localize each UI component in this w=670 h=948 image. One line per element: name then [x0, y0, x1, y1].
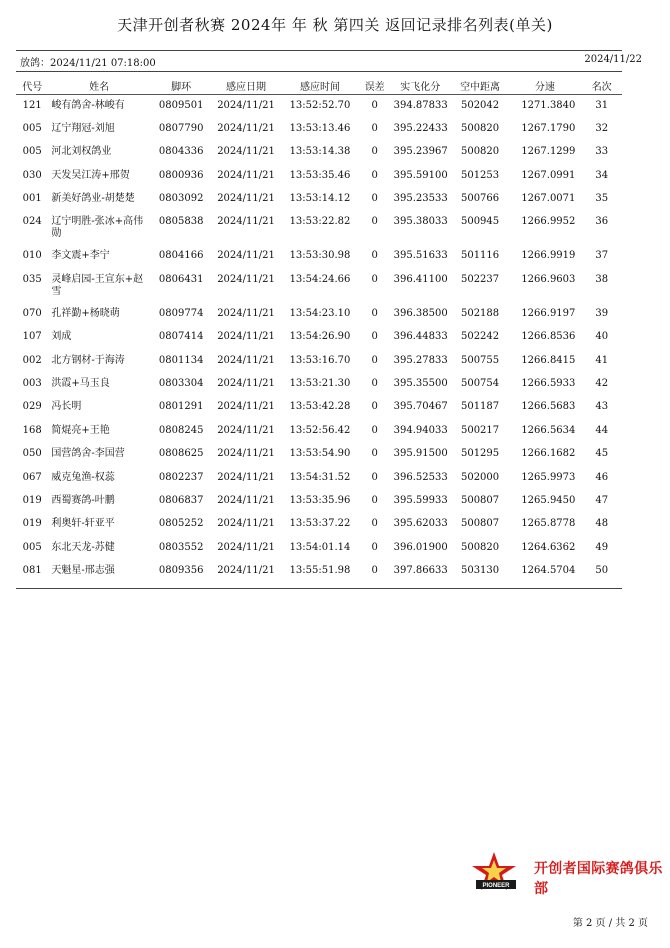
cell-time: 13:55:51.98	[289, 565, 351, 577]
table-row	[16, 537, 622, 560]
cell-dist: 395.35500	[393, 378, 448, 390]
cell-name: 峻有鸽舍-林峻有	[51, 100, 125, 111]
cell-air: 500820	[460, 146, 500, 158]
table-row	[16, 513, 622, 536]
cell-dist: 396.52533	[393, 471, 448, 483]
cell-time: 13:53:13.46	[289, 122, 351, 134]
cell-date: 2024/11/21	[217, 146, 275, 158]
cell-err: 0	[371, 354, 378, 366]
cell-dist: 395.62033	[393, 518, 448, 530]
cell-date: 2024/11/21	[217, 273, 275, 285]
cell-date: 2024/11/21	[217, 331, 275, 343]
cell-date: 2024/11/21	[217, 100, 275, 111]
cell-code: 029	[22, 401, 42, 413]
cell-err: 0	[371, 331, 378, 343]
table-header-row	[16, 76, 622, 95]
cell-ring: 0803092	[158, 193, 204, 205]
cell-code: 035	[22, 273, 42, 285]
table-row	[16, 326, 622, 349]
cell-name: 新美好鸽业-胡楚楚	[51, 193, 135, 205]
cell-date: 2024/11/21	[217, 448, 275, 460]
cell-rank: 35	[595, 193, 609, 205]
cell-err: 0	[371, 273, 378, 285]
cell-name: 刘成	[51, 331, 72, 343]
cell-rank: 45	[595, 448, 609, 460]
logo-badge-text: PIONEER	[482, 883, 510, 889]
cell-air: 500766	[460, 193, 500, 205]
cell-name: 孔祥勤+杨晓萌	[51, 307, 120, 319]
table-row	[16, 350, 622, 373]
cell-dist: 396.41100	[393, 273, 448, 285]
cell-err: 0	[371, 216, 378, 228]
top-rule	[16, 50, 622, 51]
col-date: 感应日期	[213, 76, 280, 95]
cell-time: 13:53:14.38	[289, 146, 351, 158]
cell-dist: 395.51633	[393, 250, 448, 262]
header-rule	[16, 71, 622, 72]
cell-date: 2024/11/21	[217, 193, 275, 205]
cell-rank: 50	[595, 565, 609, 577]
cell-date: 2024/11/21	[217, 471, 275, 483]
cell-ring: 0806837	[158, 494, 204, 506]
cell-name: 河北刘权鸽业	[51, 146, 112, 158]
cell-ring: 0803552	[158, 541, 204, 553]
cell-rank: 40	[595, 331, 609, 343]
cell-speed: 1266.8536	[521, 331, 576, 343]
cell-err: 0	[371, 494, 378, 506]
cell-code: 024	[22, 216, 42, 228]
release-time: 放鸽：2024/11/21 07:18:00	[20, 58, 156, 69]
cell-ring: 0805838	[158, 216, 204, 228]
cell-code: 121	[22, 100, 42, 111]
cell-date: 2024/11/21	[217, 216, 275, 228]
cell-err: 0	[371, 169, 378, 181]
cell-date: 2024/11/21	[217, 122, 275, 134]
cell-rank: 46	[595, 471, 609, 483]
cell-name: 威克兔渔-权蕊	[51, 471, 115, 483]
cell-speed: 1267.1299	[521, 146, 576, 158]
cell-speed: 1265.9973	[521, 471, 576, 483]
cell-ring: 0809356	[158, 565, 204, 577]
cell-date: 2024/11/21	[217, 307, 275, 319]
cell-time: 13:53:14.12	[289, 193, 351, 205]
cell-ring: 0807790	[158, 122, 204, 134]
cell-time: 13:52:56.42	[289, 424, 351, 436]
cell-speed: 1266.8415	[521, 354, 576, 366]
cell-dist: 395.91500	[393, 448, 448, 460]
col-ring: 脚环	[150, 76, 213, 95]
col-air-distance: 空中距离	[452, 76, 509, 95]
cell-dist: 394.87833	[393, 100, 448, 111]
cell-dist: 396.38500	[393, 307, 448, 319]
cell-air: 500807	[460, 494, 500, 506]
cell-name: 天发吴江涛+邢贺	[51, 169, 130, 181]
cell-ring: 0806431	[158, 273, 204, 285]
col-rank: 名次	[581, 76, 622, 95]
cell-air: 501253	[460, 169, 500, 181]
cell-speed: 1267.0991	[521, 169, 576, 181]
col-error: 误差	[361, 76, 389, 95]
cell-err: 0	[371, 424, 378, 436]
cell-air: 500754	[460, 378, 500, 390]
table-row	[16, 165, 622, 188]
cell-name: 利奥轩-轩亚平	[51, 518, 115, 530]
cell-ring: 0808625	[158, 448, 204, 460]
cell-speed: 1267.1790	[521, 122, 576, 134]
col-code: 代号	[16, 76, 48, 95]
cell-name: 洪霞+马玉良	[51, 378, 110, 390]
cell-air: 502242	[460, 331, 500, 343]
cell-code: 019	[22, 494, 42, 506]
cell-air: 502000	[460, 471, 500, 483]
cell-rank: 49	[595, 541, 609, 553]
col-speed: 分速	[508, 76, 581, 95]
table-row	[16, 141, 622, 164]
cell-dist: 395.23967	[393, 146, 448, 158]
cell-name: 辽宁翔冠-刘旭	[51, 122, 115, 134]
cell-ring: 0804336	[158, 146, 204, 158]
cell-err: 0	[371, 378, 378, 390]
cell-time: 13:53:22.82	[289, 216, 351, 228]
cell-name: 简焜亮+王艳	[51, 424, 110, 436]
cell-air: 503130	[460, 565, 500, 577]
table-row	[16, 420, 622, 443]
cell-speed: 1266.9919	[521, 250, 576, 262]
cell-date: 2024/11/21	[217, 565, 275, 577]
cell-time: 13:53:16.70	[289, 354, 351, 366]
table-row	[16, 443, 622, 466]
cell-name: 东北天龙-苏健	[51, 541, 115, 553]
cell-err: 0	[371, 518, 378, 530]
cell-rank: 41	[595, 354, 609, 366]
cell-time: 13:52:52.70	[289, 100, 351, 111]
cell-time: 13:53:35.96	[289, 494, 351, 506]
cell-date: 2024/11/21	[217, 401, 275, 413]
cell-err: 0	[371, 471, 378, 483]
cell-code: 050	[22, 448, 42, 460]
cell-speed: 1266.1682	[521, 448, 576, 460]
cell-name: 西蜀赛鸽-叶鹏	[51, 494, 115, 506]
table-row	[16, 95, 622, 118]
cell-speed: 1266.9197	[521, 307, 576, 319]
cell-rank: 39	[595, 307, 609, 319]
table-row	[16, 373, 622, 396]
cell-air: 501187	[460, 401, 500, 413]
cell-err: 0	[371, 541, 378, 553]
cell-air: 500755	[460, 354, 500, 366]
cell-err: 0	[371, 250, 378, 262]
cell-dist: 394.94033	[393, 424, 448, 436]
cell-air: 502188	[460, 307, 500, 319]
cell-ring: 0809501	[158, 100, 204, 111]
cell-air: 501116	[460, 250, 500, 262]
cell-date: 2024/11/21	[217, 424, 275, 436]
ranking-table	[16, 76, 622, 584]
cell-rank: 32	[595, 122, 609, 134]
cell-dist: 396.44833	[393, 331, 448, 343]
cell-code: 002	[22, 354, 42, 366]
cell-code: 010	[22, 250, 42, 262]
cell-time: 13:54:23.10	[289, 307, 351, 319]
cell-speed: 1266.5634	[521, 424, 576, 436]
cell-rank: 43	[595, 401, 609, 413]
cell-err: 0	[371, 100, 378, 111]
cell-ring: 0802237	[158, 471, 204, 483]
table-row	[16, 269, 622, 303]
cell-err: 0	[371, 193, 378, 205]
cell-date: 2024/11/21	[217, 494, 275, 506]
cell-date: 2024/11/21	[217, 354, 275, 366]
cell-code: 168	[22, 424, 42, 436]
table-row	[16, 490, 622, 513]
cell-time: 13:53:42.28	[289, 401, 351, 413]
cell-time: 13:54:01.14	[289, 541, 351, 553]
cell-date: 2024/11/21	[217, 518, 275, 530]
cell-name: 灵峰启园-王宣东+赵雪	[51, 273, 144, 297]
cell-name: 李文震+李宁	[51, 250, 110, 262]
cell-name: 北方钢材-于海涛	[51, 354, 125, 366]
cell-speed: 1265.9450	[521, 494, 576, 506]
cell-code: 019	[22, 518, 42, 530]
cell-err: 0	[371, 401, 378, 413]
cell-air: 500820	[460, 541, 500, 553]
cell-dist: 395.59933	[393, 494, 448, 506]
cell-time: 13:53:21.30	[289, 378, 351, 390]
cell-code: 003	[22, 378, 42, 390]
col-distance: 实飞化分	[389, 76, 452, 95]
cell-speed: 1264.5704	[521, 565, 576, 577]
cell-rank: 47	[595, 494, 609, 506]
cell-rank: 33	[595, 146, 609, 158]
cell-air: 502237	[460, 273, 500, 285]
cell-err: 0	[371, 146, 378, 158]
cell-ring: 0803304	[158, 378, 204, 390]
table-row	[16, 188, 622, 211]
cell-rank: 42	[595, 378, 609, 390]
cell-name: 天魁星-邢志强	[51, 565, 115, 577]
cell-code: 070	[22, 307, 42, 319]
cell-time: 13:54:24.66	[289, 273, 351, 285]
cell-code: 005	[22, 122, 42, 134]
cell-code: 001	[22, 193, 42, 205]
cell-air: 500820	[460, 122, 500, 134]
table-row	[16, 467, 622, 490]
cell-speed: 1266.9603	[521, 273, 576, 285]
cell-dist: 395.23533	[393, 193, 448, 205]
cell-date: 2024/11/21	[217, 378, 275, 390]
cell-rank: 36	[595, 216, 609, 228]
meta-bar	[20, 54, 642, 68]
cell-ring: 0805252	[158, 518, 204, 530]
table-bottom-rule	[16, 588, 622, 589]
cell-ring: 0801291	[158, 401, 204, 413]
cell-dist: 395.22433	[393, 122, 448, 134]
cell-code: 107	[22, 331, 42, 343]
cell-dist: 395.59100	[393, 169, 448, 181]
club-name: 开创者国际赛鸽俱乐部	[534, 861, 663, 897]
cell-rank: 31	[595, 100, 609, 111]
table-row	[16, 560, 622, 583]
cell-name: 冯长明	[51, 401, 82, 413]
cell-date: 2024/11/21	[217, 250, 275, 262]
col-time: 感应时间	[279, 76, 360, 95]
cell-code: 081	[22, 565, 42, 577]
cell-rank: 48	[595, 518, 609, 530]
cell-err: 0	[371, 448, 378, 460]
cell-date: 2024/11/21	[217, 541, 275, 553]
col-name: 姓名	[48, 76, 149, 95]
cell-time: 13:53:30.98	[289, 250, 351, 262]
cell-speed: 1266.9952	[521, 216, 576, 228]
cell-air: 500807	[460, 518, 500, 530]
cell-time: 13:53:35.46	[289, 169, 351, 181]
cell-err: 0	[371, 307, 378, 319]
cell-ring: 0807414	[158, 331, 204, 343]
cell-speed: 1266.5683	[521, 401, 576, 413]
cell-speed: 1264.6362	[521, 541, 576, 553]
cell-air: 500945	[460, 216, 500, 228]
cell-speed: 1267.0071	[521, 193, 576, 205]
cell-ring: 0808245	[158, 424, 204, 436]
cell-speed: 1271.3840	[521, 100, 576, 111]
cell-dist: 397.86633	[393, 565, 448, 577]
cell-air: 500217	[460, 424, 500, 436]
cell-code: 067	[22, 471, 42, 483]
cell-speed: 1265.8778	[521, 518, 576, 530]
cell-air: 502042	[460, 100, 500, 111]
cell-dist: 395.38033	[393, 216, 448, 228]
cell-name: 国营鸽舍-李国营	[51, 448, 125, 460]
page-title: 天津开创者秋赛 2024年 年 秋 第四关 返回记录排名列表(单关)	[117, 16, 553, 34]
cell-dist: 395.27833	[393, 354, 448, 366]
cell-rank: 44	[595, 424, 609, 436]
cell-code: 005	[22, 146, 42, 158]
table-row	[16, 245, 622, 268]
cell-dist: 396.01900	[393, 541, 448, 553]
cell-err: 0	[371, 565, 378, 577]
cell-err: 0	[371, 122, 378, 134]
cell-speed: 1266.5933	[521, 378, 576, 390]
cell-time: 13:54:31.52	[289, 471, 351, 483]
cell-date: 2024/11/21	[217, 169, 275, 181]
cell-code: 030	[22, 169, 42, 181]
print-date: 2024/11/22	[584, 54, 642, 65]
cell-time: 13:54:26.90	[289, 331, 351, 343]
table-row	[16, 303, 622, 326]
cell-name: 辽宁明胜-张冰+高伟勋	[51, 216, 144, 240]
cell-code: 005	[22, 541, 42, 553]
table-row	[16, 396, 622, 419]
table-row	[16, 211, 622, 245]
cell-rank: 38	[595, 273, 609, 285]
cell-ring: 0801134	[158, 354, 204, 366]
cell-ring: 0800936	[158, 169, 204, 181]
cell-air: 501295	[460, 448, 500, 460]
cell-dist: 395.70467	[393, 401, 448, 413]
cell-time: 13:53:37.22	[289, 518, 351, 530]
cell-time: 13:53:54.90	[289, 448, 351, 460]
cell-rank: 37	[595, 250, 609, 262]
cell-rank: 34	[595, 169, 609, 181]
cell-ring: 0804166	[158, 250, 204, 262]
page-footer: 第 2 页 / 共 2 页	[572, 918, 648, 929]
table-row	[16, 118, 622, 141]
cell-ring: 0809774	[158, 307, 204, 319]
